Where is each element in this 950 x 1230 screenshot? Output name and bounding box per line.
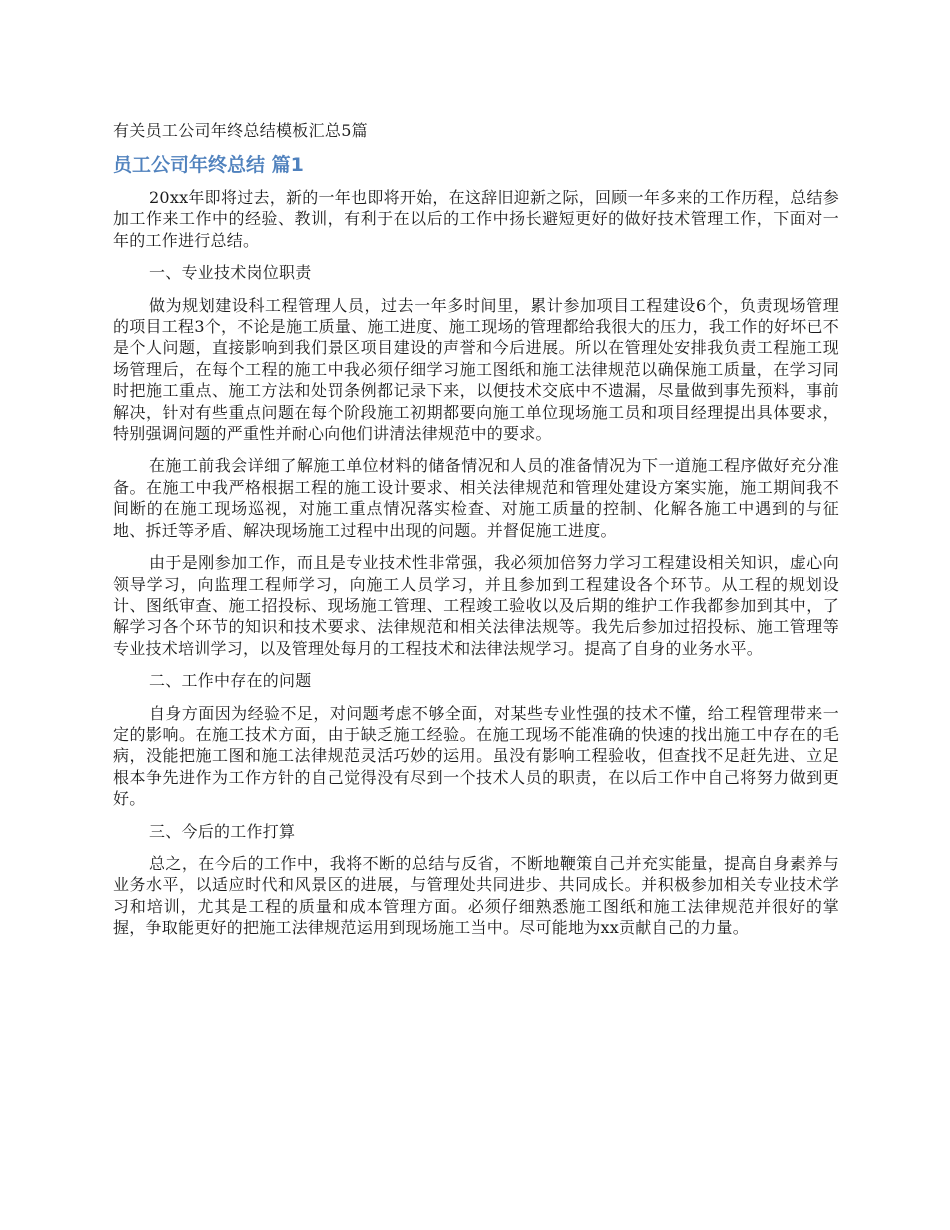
paragraph: 自身方面因为经验不足，对问题考虑不够全面，对某些专业性强的技术不懂，给工程管理带来一定的影响。在施工技术方面，由于缺乏施工经验。在施工现场不能准确的快速的找出施工中存在的毛病，没能把施工图和施工法律规范灵活巧妙的运用。虽没有影响工程验收，但查找不足赶先进、立足根本争先进作为工作方针的自己觉得没有尽到一个技术人员的职责，在以后工作中自己将努力做到更好。 [113, 703, 839, 809]
section-subheading: 二、工作中存在的问题 [149, 671, 312, 691]
section-subheading: 三、今后的工作打算 [149, 821, 296, 841]
paragraph: 在施工前我会详细了解施工单位材料的储备情况和人员的准备情况为下一道施工程序做好充分准备。在施工中我严格根据工程的施工设计要求、相关法律规范和管理处建设方案实施，施工期间我不间断的在施工现场巡视，对施工重点情况落实检查、对施工质量的控制、化解各施工中遇到的与征地、拆迁等矛盾、解决现场施工过程中出现的问题。并督促施工进度。 [113, 456, 839, 540]
document-body [113, 187, 839, 939]
paragraph: 20xx年即将过去，新的一年也即将开始，在这辞旧迎新之际，回顾一年多来的工作历程，总结参加工作来工作中的经验、教训，有利于在以后的工作中扬长避短更好的做好技术管理工作，下面对一年的工作进行总结。 [113, 188, 839, 250]
document-page [113, 120, 839, 950]
document-title: 有关员工公司年终总结模板汇总5篇 [113, 121, 368, 140]
section-heading: 员工公司年终总结 篇1 [113, 154, 304, 176]
paragraph: 总之，在今后的工作中，我将不断的总结与反省，不断地鞭策自己并充实能量，提高自身素养与业务水平，以适应时代和风景区的进展，与管理处共同进步、共同成长。并积极参加相关专业技术学习和培训，尤其是工程的质量和成本管理方面。必须仔细熟悉施工图纸和施工法律规范并很好的掌握，争取能更好的把施工法律规范运用到现场施工当中。尽可能地为xx贡献自己的力量。 [113, 853, 839, 938]
paragraph: 做为规划建设科工程管理人员，过去一年多时间里，累计参加项目工程建设6个，负责现场管理的项目工程3个，不论是施工质量、施工进度、施工现场的管理都给我很大的压力，我工作的好坏已不是个人问题，直接影响到我们景区项目建设的声誉和今后进展。所以在管理处安排我负责工程施工现场管理后，在每个工程的施工中我必须仔细学习施工图纸和施工法律规范以确保施工质量，在学习同时把施工重点、施工方法和处罚条例都记录下来，以便技术交底中不遗漏，尽量做到事先预料，事前解决，针对有些重点问题在每个阶段施工初期都要向施工单位现场施工员和项目经理提出具体要求，特别强调问题的严重性并耐心向他们讲清法律规范中的要求。 [113, 295, 839, 444]
paragraph: 由于是刚参加工作，而且是专业技术性非常强，我必须加倍努力学习工程建设相关知识，虚心向领导学习，向监理工程师学习，向施工人员学习，并且参加到工程建设各个环节。从工程的规划设计、图纸审查、施工招投标、现场施工管理、工程竣工验收以及后期的维护工作我都参加到其中，了解学习各个环节的知识和技术要求、法律规范和相关法律法规等。我先后参加过招投标、施工管理等专业技术培训学习，以及管理处每月的工程技术和法律法规学习。提高了自身的业务水平。 [113, 553, 839, 658]
section-subheading: 一、专业技术岗位职责 [149, 263, 312, 283]
